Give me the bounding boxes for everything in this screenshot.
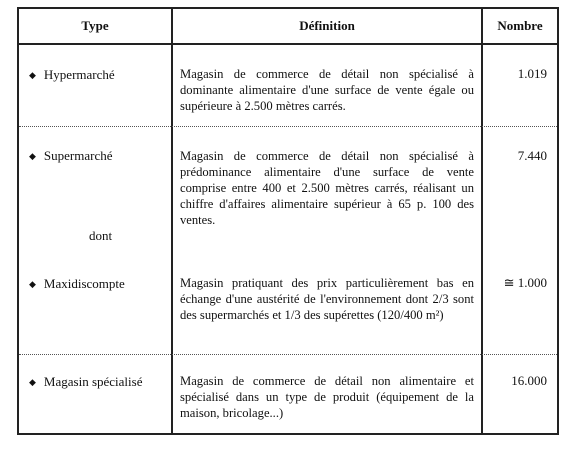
type-label: Hypermarché <box>43 67 115 82</box>
table-row-count: ≅ 1.000 <box>503 275 547 290</box>
column-divider <box>481 9 483 433</box>
table-row-type <box>29 276 125 293</box>
table-row-count: 1.019 <box>517 66 547 81</box>
column-divider <box>171 9 173 433</box>
table-row-definition: Magasin de commerce de détail non alimentaire et spécialisé dans un type de produit (équipement de la maison, bricolage...) <box>180 374 474 420</box>
row-separator <box>19 126 557 127</box>
table-row-type <box>29 67 115 84</box>
header-definition: Définition <box>299 18 355 33</box>
table-row-definition: Magasin de commerce de détail non spécialisé à dominante alimentaire d'une surface de vente égale ou supérieure à 2.500 mètres carrés. <box>180 67 474 113</box>
diamond-bullet-icon: ◆ <box>29 151 36 161</box>
definitions-table <box>17 7 559 435</box>
subcategory-label: dont <box>89 228 113 243</box>
table-row-definition: Magasin de commerce de détail non spécialisé à prédominance alimentaire d'une surface de vente comprise entre 400 et 2.500 mètres carrés, réalisant un chiffre d'affaires alimentaire supérieur à 65 p. 100 des ventes. <box>180 149 474 227</box>
type-label: Magasin spécialisé <box>43 374 143 389</box>
table-row-type <box>29 148 113 165</box>
diamond-bullet-icon: ◆ <box>29 279 36 289</box>
table-row-count: 16.000 <box>511 373 547 388</box>
header-count: Nombre <box>497 18 543 33</box>
diamond-bullet-icon: ◆ <box>29 70 36 80</box>
table-header <box>19 9 557 45</box>
diamond-bullet-icon: ◆ <box>29 377 36 387</box>
type-label: Maxidiscompte <box>43 276 125 291</box>
row-separator <box>19 354 557 355</box>
table-row-count: 7.440 <box>517 148 547 163</box>
header-type: Type <box>81 18 109 33</box>
table-row-type <box>29 374 142 391</box>
type-label: Supermarché <box>43 148 113 163</box>
table-row-definition: Magasin pratiquant des prix particulièrement bas en échange d'une austérité de l'environnement dont 2/3 sont des supermarchés et 1/3 des supérettes (120/400 m²) <box>180 276 474 322</box>
